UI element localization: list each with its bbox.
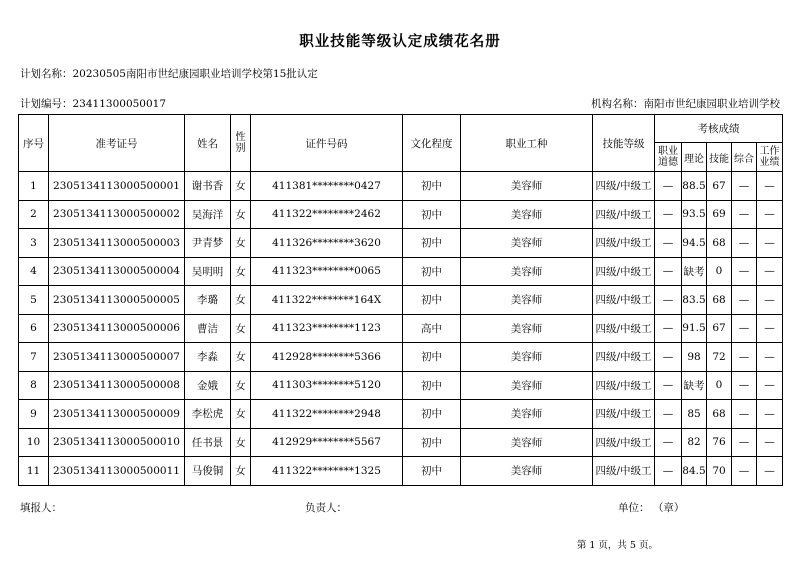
overall-cell: — [732, 343, 757, 372]
id-no-cell: 412928********5366 [251, 343, 403, 372]
ethics-cell: — [655, 200, 682, 229]
score-roster-table [18, 114, 783, 486]
skill-level-cell: 四级/中级工 [593, 314, 655, 343]
name-cell: 李松虎 [185, 400, 231, 429]
education-cell: 初中 [403, 229, 461, 258]
name-cell: 谢书香 [185, 172, 231, 201]
exam-no-cell: 2305134113000500002 [49, 200, 185, 229]
table-row [19, 400, 783, 429]
seq-cell: 4 [19, 257, 49, 286]
skill-level-cell: 四级/中级工 [593, 371, 655, 400]
overall-cell: — [732, 172, 757, 201]
overall-cell: — [732, 428, 757, 457]
exam-no-cell: 2305134113000500008 [49, 371, 185, 400]
table-row [19, 371, 783, 400]
education-cell: 初中 [403, 200, 461, 229]
gender-cell: 女 [231, 343, 251, 372]
header-exam-no: 准考证号 [49, 115, 185, 172]
skill-level-cell: 四级/中级工 [593, 286, 655, 315]
occupation-cell: 美容师 [461, 172, 593, 201]
seq-cell: 2 [19, 200, 49, 229]
name-cell: 曹洁 [185, 314, 231, 343]
seq-cell: 10 [19, 428, 49, 457]
theory-cell: 缺考 [682, 257, 707, 286]
gender-cell: 女 [231, 200, 251, 229]
header-theory: 理论 [682, 143, 707, 172]
theory-cell: 85 [682, 400, 707, 429]
id-no-cell: 411322********164X [251, 286, 403, 315]
skill-cell: 70 [707, 457, 732, 486]
education-cell: 初中 [403, 257, 461, 286]
ethics-cell: — [655, 371, 682, 400]
work-performance-cell: — [757, 457, 783, 486]
overall-cell: — [732, 229, 757, 258]
exam-no-cell: 2305134113000500003 [49, 229, 185, 258]
theory-cell: 88.5 [682, 172, 707, 201]
seq-cell: 7 [19, 343, 49, 372]
seq-cell: 1 [19, 172, 49, 201]
ethics-cell: — [655, 286, 682, 315]
overall-cell: — [732, 257, 757, 286]
overall-cell: — [732, 286, 757, 315]
plan-name: 计划名称：20230505南阳市世纪康园职业培训学校第15批认定 [20, 68, 318, 80]
occupation-cell: 美容师 [461, 371, 593, 400]
id-no-cell: 411322********1325 [251, 457, 403, 486]
work-performance-cell: — [757, 229, 783, 258]
skill-cell: 67 [707, 314, 732, 343]
occupation-cell: 美容师 [461, 200, 593, 229]
header-skill: 技能 [707, 143, 732, 172]
page-indicator: 第 1 页，共 5 页。 [576, 540, 658, 551]
skill-level-cell: 四级/中级工 [593, 457, 655, 486]
skill-level-cell: 四级/中级工 [593, 229, 655, 258]
gender-cell: 女 [231, 286, 251, 315]
id-no-cell: 411322********2948 [251, 400, 403, 429]
ethics-cell: — [655, 428, 682, 457]
skill-level-cell: 四级/中级工 [593, 257, 655, 286]
education-cell: 初中 [403, 286, 461, 315]
header-id-no: 证件号码 [251, 115, 403, 172]
exam-no-cell: 2305134113000500009 [49, 400, 185, 429]
theory-cell: 91.5 [682, 314, 707, 343]
occupation-cell: 美容师 [461, 314, 593, 343]
id-no-cell: 411303********5120 [251, 371, 403, 400]
work-performance-cell: — [757, 257, 783, 286]
exam-no-cell: 2305134113000500010 [49, 428, 185, 457]
exam-no-cell: 2305134113000500004 [49, 257, 185, 286]
education-cell: 初中 [403, 343, 461, 372]
seq-cell: 8 [19, 371, 49, 400]
id-no-cell: 411322********2462 [251, 200, 403, 229]
occupation-cell: 美容师 [461, 400, 593, 429]
name-cell: 吴明明 [185, 257, 231, 286]
name-cell: 金娥 [185, 371, 231, 400]
page-title: 职业技能等级认定成绩花名册 [299, 34, 501, 50]
header-occupation: 职业工种 [461, 115, 593, 172]
theory-cell: 83.5 [682, 286, 707, 315]
exam-no-cell: 2305134113000500007 [49, 343, 185, 372]
exam-no-cell: 2305134113000500001 [49, 172, 185, 201]
header-gender: 性别 [231, 115, 251, 172]
table-row [19, 314, 783, 343]
table-body [19, 172, 783, 486]
work-performance-cell: — [757, 314, 783, 343]
occupation-cell: 美容师 [461, 286, 593, 315]
seq-cell: 3 [19, 229, 49, 258]
skill-level-cell: 四级/中级工 [593, 200, 655, 229]
unit-label: 单位： （章） [618, 502, 685, 514]
skill-level-cell: 四级/中级工 [593, 400, 655, 429]
ethics-cell: — [655, 400, 682, 429]
id-no-cell: 411326********3620 [251, 229, 403, 258]
ethics-cell: — [655, 229, 682, 258]
occupation-cell: 美容师 [461, 457, 593, 486]
skill-cell: 0 [707, 371, 732, 400]
theory-cell: 98 [682, 343, 707, 372]
overall-cell: — [732, 371, 757, 400]
education-cell: 初中 [403, 371, 461, 400]
education-cell: 高中 [403, 314, 461, 343]
gender-cell: 女 [231, 371, 251, 400]
gender-cell: 女 [231, 172, 251, 201]
education-cell: 初中 [403, 457, 461, 486]
overall-cell: — [732, 200, 757, 229]
skill-cell: 69 [707, 200, 732, 229]
header-name: 姓名 [185, 115, 231, 172]
occupation-cell: 美容师 [461, 343, 593, 372]
exam-no-cell: 2305134113000500011 [49, 457, 185, 486]
ethics-cell: — [655, 314, 682, 343]
occupation-cell: 美容师 [461, 229, 593, 258]
education-cell: 初中 [403, 172, 461, 201]
header-assessment: 考核成绩 [655, 115, 783, 143]
id-no-cell: 411381********0427 [251, 172, 403, 201]
table-row [19, 172, 783, 201]
gender-cell: 女 [231, 428, 251, 457]
gender-cell: 女 [231, 257, 251, 286]
organization-name: 机构名称：南阳市世纪康园职业培训学校 [591, 98, 780, 110]
header-seq: 序号 [19, 115, 49, 172]
ethics-cell: — [655, 457, 682, 486]
filler-label: 填报人： [20, 502, 62, 514]
theory-cell: 94.5 [682, 229, 707, 258]
seq-cell: 11 [19, 457, 49, 486]
skill-cell: 76 [707, 428, 732, 457]
seq-cell: 9 [19, 400, 49, 429]
header-overall: 综合 [732, 143, 757, 172]
gender-cell: 女 [231, 229, 251, 258]
table-row [19, 229, 783, 258]
header-skill-level: 技能等级 [593, 115, 655, 172]
skill-cell: 68 [707, 229, 732, 258]
gender-cell: 女 [231, 457, 251, 486]
seq-cell: 5 [19, 286, 49, 315]
skill-level-cell: 四级/中级工 [593, 428, 655, 457]
id-no-cell: 411323********1123 [251, 314, 403, 343]
header-education: 文化程度 [403, 115, 461, 172]
table-row [19, 457, 783, 486]
skill-cell: 0 [707, 257, 732, 286]
ethics-cell: — [655, 343, 682, 372]
skill-cell: 68 [707, 286, 732, 315]
name-cell: 李淼 [185, 343, 231, 372]
gender-cell: 女 [231, 400, 251, 429]
occupation-cell: 美容师 [461, 257, 593, 286]
header-ethics: 职业道德 [655, 143, 682, 172]
name-cell: 李璐 [185, 286, 231, 315]
name-cell: 马俊铜 [185, 457, 231, 486]
exam-no-cell: 2305134113000500005 [49, 286, 185, 315]
skill-cell: 67 [707, 172, 732, 201]
overall-cell: — [732, 314, 757, 343]
work-performance-cell: — [757, 428, 783, 457]
skill-level-cell: 四级/中级工 [593, 343, 655, 372]
work-performance-cell: — [757, 343, 783, 372]
occupation-cell: 美容师 [461, 428, 593, 457]
skill-level-cell: 四级/中级工 [593, 172, 655, 201]
id-no-cell: 411323********0065 [251, 257, 403, 286]
work-performance-cell: — [757, 286, 783, 315]
gender-cell: 女 [231, 314, 251, 343]
name-cell: 任书景 [185, 428, 231, 457]
theory-cell: 93.5 [682, 200, 707, 229]
header-work-performance: 工作业绩 [757, 143, 783, 172]
work-performance-cell: — [757, 400, 783, 429]
responsible-label: 负责人： [305, 502, 347, 514]
skill-cell: 72 [707, 343, 732, 372]
ethics-cell: — [655, 172, 682, 201]
work-performance-cell: — [757, 200, 783, 229]
table-row [19, 257, 783, 286]
ethics-cell: — [655, 257, 682, 286]
theory-cell: 84.5 [682, 457, 707, 486]
theory-cell: 82 [682, 428, 707, 457]
name-cell: 尹青梦 [185, 229, 231, 258]
education-cell: 初中 [403, 400, 461, 429]
plan-number: 计划编号：23411300050017 [20, 98, 167, 110]
overall-cell: — [732, 400, 757, 429]
id-no-cell: 412929********5567 [251, 428, 403, 457]
overall-cell: — [732, 457, 757, 486]
skill-cell: 68 [707, 400, 732, 429]
name-cell: 吴海洋 [185, 200, 231, 229]
exam-no-cell: 2305134113000500006 [49, 314, 185, 343]
table-row [19, 200, 783, 229]
theory-cell: 缺考 [682, 371, 707, 400]
work-performance-cell: — [757, 371, 783, 400]
work-performance-cell: — [757, 172, 783, 201]
seq-cell: 6 [19, 314, 49, 343]
table-row [19, 343, 783, 372]
table-row [19, 428, 783, 457]
table-row [19, 286, 783, 315]
education-cell: 初中 [403, 428, 461, 457]
